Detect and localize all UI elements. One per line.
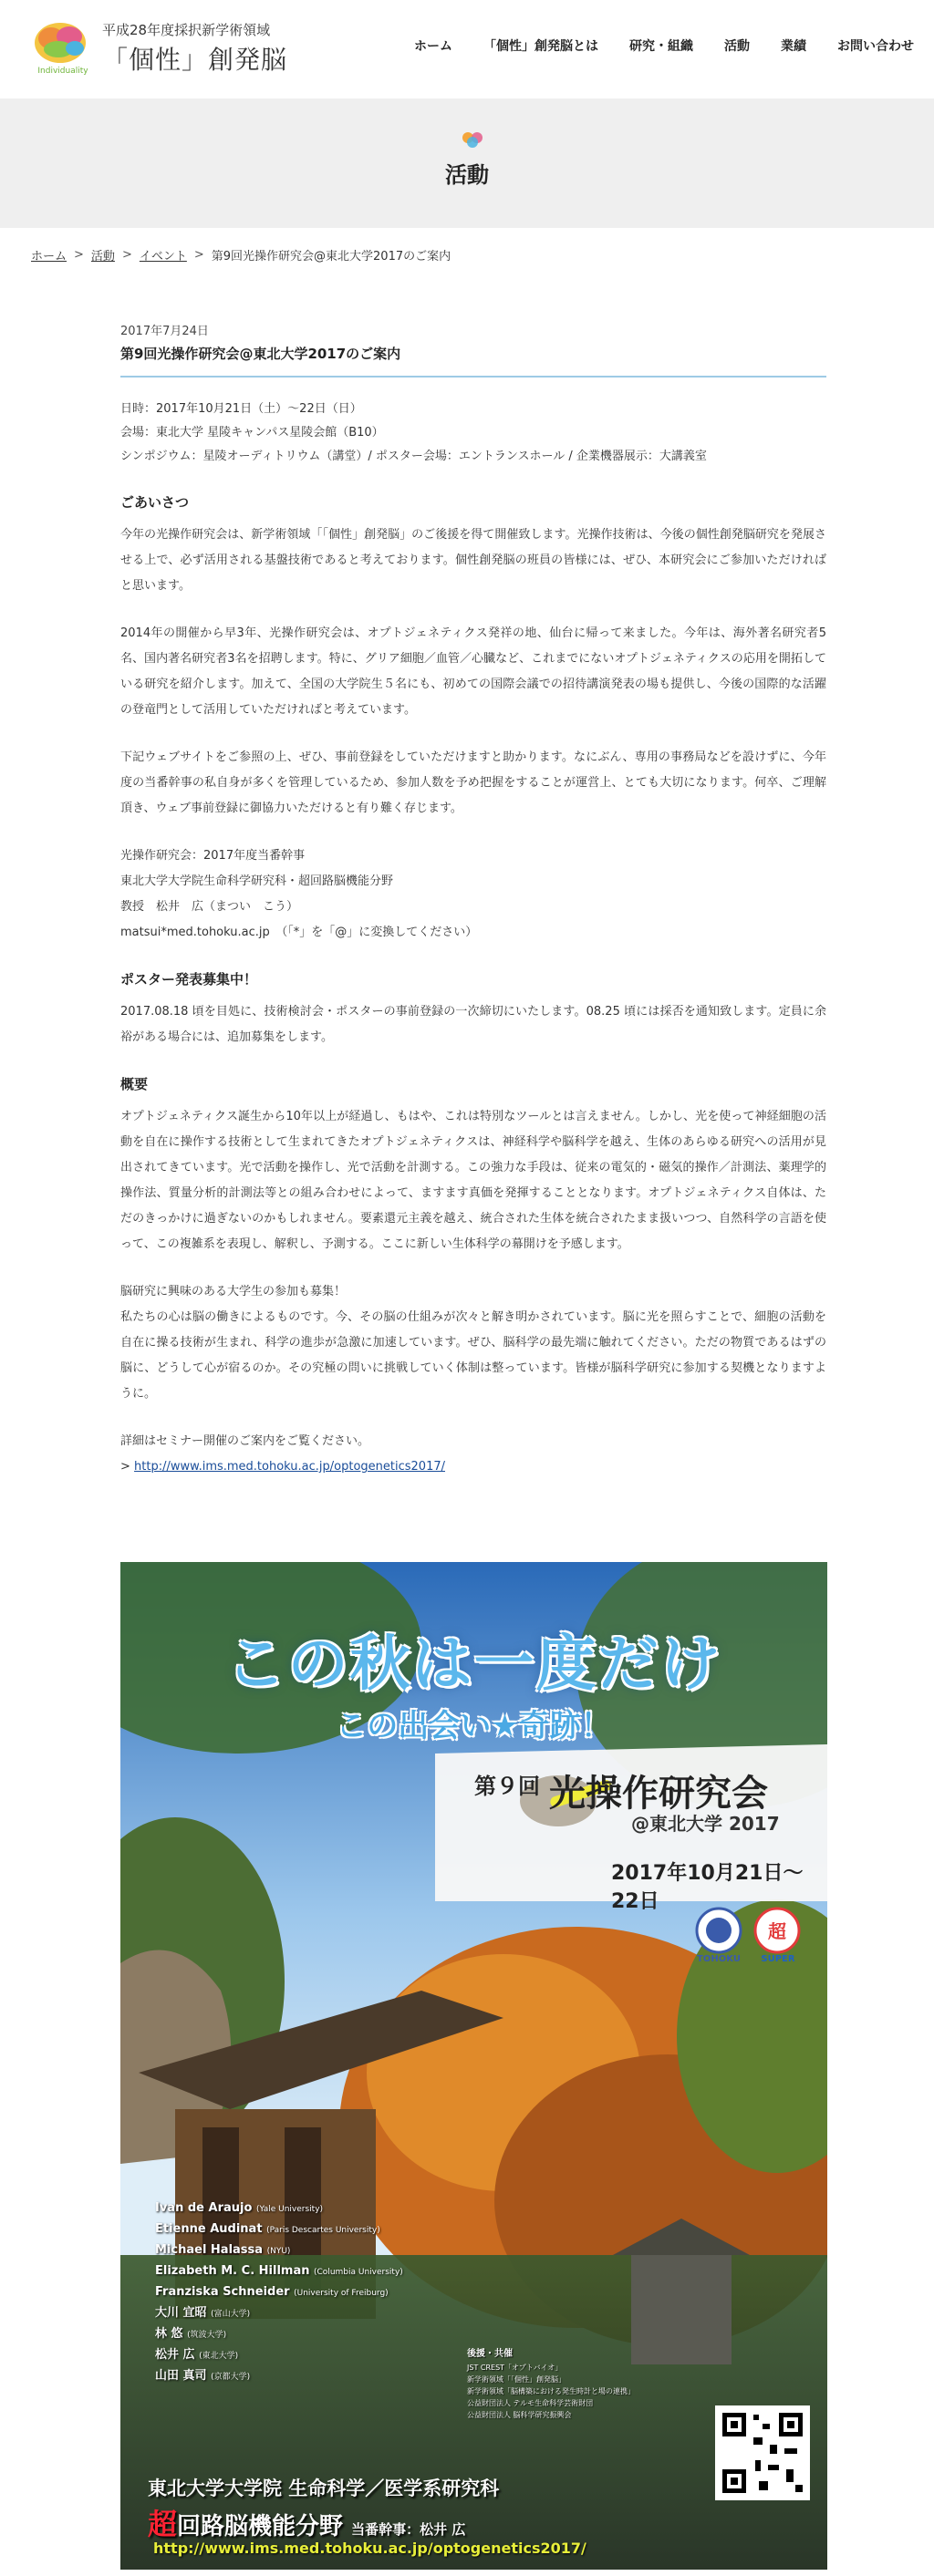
breadcrumb-separator: > (74, 248, 84, 262)
greeting-paragraph-1: 今年の光操作研究会は、新学術領域「「個性」創発脳」のご後援を得て開催致します。光操作技術は、今後の個性創発脳研究を発展させる上で、必ず活用される基盤技術であると考えております。個性創発脳の班員の皆様には、ぜひ、本研究会にご参加いただければと思います。 (120, 528, 826, 593)
poster-lab-name: 回路脳機能分野 (177, 2513, 344, 2540)
breadcrumb-separator: > (193, 248, 204, 262)
poster-recruit-heading: ポスター発表募集中！ (120, 971, 258, 988)
overview-paragraph-2: 脳研究に興味のある大学生の参加も募集！ 私たちの心は脳の働きによるものです。今、その脳の仕組みが次々と解き明かされています。脳に光を照らすことで、細胞の活動を自在に操る技術が生まれ、科学の進歩が急激に加速しています。ぜひ、脳科学の最先端に触れてください。ただの物質であるはずの脳に、どうして心が宿るのか。その究極の問いに挑戦していく体制は整っています。皆様が脳科学研究に参加する契機となりますように。 (120, 1285, 826, 1401)
speaker-list (155, 2198, 403, 2387)
super-logo-label: SUPER (761, 1954, 795, 1964)
poster-lab-prefix: 超 (148, 2507, 178, 2541)
details-text: 詳細はセミナー開催のご案内をご覧ください。 (120, 1434, 370, 1448)
greeting-heading: ごあいさつ (120, 494, 190, 511)
speaker: Etienne Audinat (Paris Descartes University) (155, 2222, 380, 2236)
sponsor-line: 公益財団法人 テルモ生命科学芸術財団 (467, 2399, 594, 2407)
poster-event-name: 光操作研究会 (549, 1773, 768, 1815)
svg-text:超: 超 (768, 1920, 786, 1942)
site-logo-icon[interactable] (29, 18, 97, 78)
speaker: Franziska Schneider (University of Freiburg) (155, 2285, 389, 2299)
breadcrumb (31, 246, 451, 264)
poster-recruit-paragraph: 2017.08.18 頃を目処に、技術検討会・ポスターの事前登録の一次締切にいたします。08.25 頃には採否を通知致します。定員に余裕がある場合には、追加募集をします。 (120, 1005, 826, 1044)
poster-headline: この秋は一度だけ (225, 1629, 722, 1699)
speaker: 山田 真司 (京都大学) (155, 2369, 251, 2383)
breadcrumb-event[interactable]: イベント (139, 250, 187, 264)
poster-event-venue: @東北大学 2017 (631, 1813, 780, 1835)
nav-research[interactable]: 研究・組織 (629, 39, 693, 54)
contact-line: 光操作研究会：2017年度当番幹事 (120, 849, 306, 863)
details-block (120, 1429, 826, 1480)
main-nav (383, 36, 914, 55)
breadcrumb-home[interactable]: ホーム (31, 250, 67, 264)
sponsor-line: 公益財団法人 脳科学研究振興会 (467, 2411, 572, 2419)
seminar-link[interactable]: http://www.ims.med.tohoku.ac.jp/optogenetics2017/ (134, 1460, 446, 1474)
article (120, 321, 826, 1480)
decorative-dots-icon (462, 131, 483, 148)
speaker: Elizabeth M. C. Hillman (Columbia University) (155, 2264, 403, 2278)
poster-event-number: 第９回 (474, 1774, 540, 1799)
poster-event-date: 2017年10月21日〜22日 (611, 1862, 804, 1913)
page-title: 活動 (445, 162, 489, 188)
contact-line: 教授 松井 広（まつい こう） (120, 900, 299, 914)
post-title: 第9回光操作研究会@東北大学2017のご案内 (120, 344, 826, 378)
contact-line: 東北大学大学院生命科学研究科・超回路脳機能分野 (120, 874, 394, 888)
poster-lab (148, 2501, 465, 2543)
nav-about[interactable]: 「個性」創発脳とは (483, 39, 598, 54)
sponsor-line: 新学術領域「「個性」創発脳」 (467, 2375, 566, 2384)
site-header (0, 0, 934, 98)
breadcrumb-current: 第9回光操作研究会@東北大学2017のご案内 (211, 250, 451, 264)
speaker: Michael Halassa (NYU) (155, 2243, 291, 2257)
overview-paragraph-1: オプトジェネティクス誕生から10年以上が経過し、もはや、これは特別なツールとは言えません。しかし、光を使って神経細胞の活動を自在に操作する技術として生まれてきたオプトジェネティクスは、神経科学や脳科学を越え、生体のあらゆる研究への活用が見出されてきています。光で活動を操作し、光で活動を計測する。この強力な手段は、従来の電気的・磁気的操作／計測法、薬理学的操作法、質量分析的計測法等との組み合わせによって、ますます真価を発揮することとなります。オプトジェネティクス自体は、ただのきっかけに過ぎないのかもしれません。要素還元主義を越え、統合された生体を統合されたまま扱いつつ、自然科学の言語を使って、この複雑系を表現し、解釈し、予測する。ここに新しい生体科学の幕開けを予感します。 (120, 1110, 826, 1251)
event-datetime: 日時：2017年10月21日（土）〜22日（日） (120, 402, 362, 416)
sponsor-line: 新学術領域「脳構築における発生時計と場の連携」 (467, 2387, 635, 2395)
svg-text:Individuality: Individuality (37, 67, 88, 76)
details-link-row (120, 1454, 826, 1480)
speaker: 大川 宜昭 (富山大学) (155, 2306, 251, 2320)
speaker: 林 悠 (筑波大学) (155, 2327, 227, 2341)
speaker: 松井 広 (東北大学) (155, 2348, 239, 2362)
breadcrumb-activity[interactable]: 活動 (90, 250, 115, 264)
contact-email: matsui*med.tohoku.ac.jp （「*」を「@」に変換してください） (120, 926, 478, 939)
contact-block (120, 843, 826, 946)
qr-code-icon (715, 2405, 810, 2500)
nav-achievements[interactable]: 業績 (781, 39, 806, 54)
nav-activity[interactable]: 活動 (724, 36, 750, 55)
overview-heading: 概要 (120, 1076, 149, 1092)
event-venue: 会場：東北大学 星陵キャンパス星陵会館（B10） (120, 426, 384, 440)
sponsor-list (467, 2348, 704, 2421)
breadcrumb-separator: > (121, 248, 132, 262)
page-banner (0, 98, 934, 228)
event-rooms: シンポジウム：星陵オーディトリウム（講堂）/ ポスター会場：エントランスホール / 企業機器展示：大講義室 (120, 450, 707, 463)
greeting-paragraph-3: 下記ウェブサイトをご参照の上、ぜひ、事前登録をしていただけますと助かります。なにぶん、専用の事務局などを設けずに、今年度の当番幹事の私自身が多くを管理しているため、参加人数を予め把握をすることが運営上、とても大切になります。何卒、ご理解頂き、ウェブ事前登録に御協力いただけると有り難く存じます。 (120, 750, 826, 815)
greeting-paragraph-2: 2014年の開催から早3年、光操作研究会は、オプトジェネティクス発祥の地、仙台に帰って来ました。今年は、海外著名研究者5名、国内著名研究者3名を招聘します。特に、グリア細胞／血管／心臓など、これまでにないオプトジェネティクスの応用を開拓している研究を紹介します。加えて、全国の大学院生５名にも、初めての国際会議での招待講演発表の場も提供し、今後の国際的な活躍の登竜門として活用していただければと考えています。 (120, 626, 826, 717)
tohoku-logo-label: TOHOKU (697, 1954, 741, 1964)
poster-university: 東北大学大学院 生命科学／医学系研究科 (148, 2478, 500, 2499)
event-poster-image (120, 1562, 827, 2570)
event-info (120, 398, 826, 469)
speaker: Ivan de Araujo (Yale University) (155, 2201, 324, 2215)
sponsor-heading: 後援・共催 (467, 2349, 513, 2359)
nav-home[interactable]: ホーム (414, 39, 452, 54)
site-subtitle: 平成28年度採択新学術領域 (102, 22, 271, 38)
nav-contact[interactable]: お問い合わせ (837, 39, 914, 54)
site-title[interactable]: 「個性」創発脳 (102, 45, 288, 75)
sponsor-line: JST CREST「オプトバイオ」 (467, 2364, 563, 2372)
poster-host: 当番幹事：松井 広 (351, 2521, 466, 2538)
post-date: 2017年7月24日 (120, 325, 209, 338)
poster-url: http://www.ims.med.tohoku.ac.jp/optogenetics2017/ (153, 2540, 586, 2557)
link-arrow: > (120, 1460, 130, 1474)
poster-subhead: この出会い★奇跡！ (336, 1708, 612, 1744)
